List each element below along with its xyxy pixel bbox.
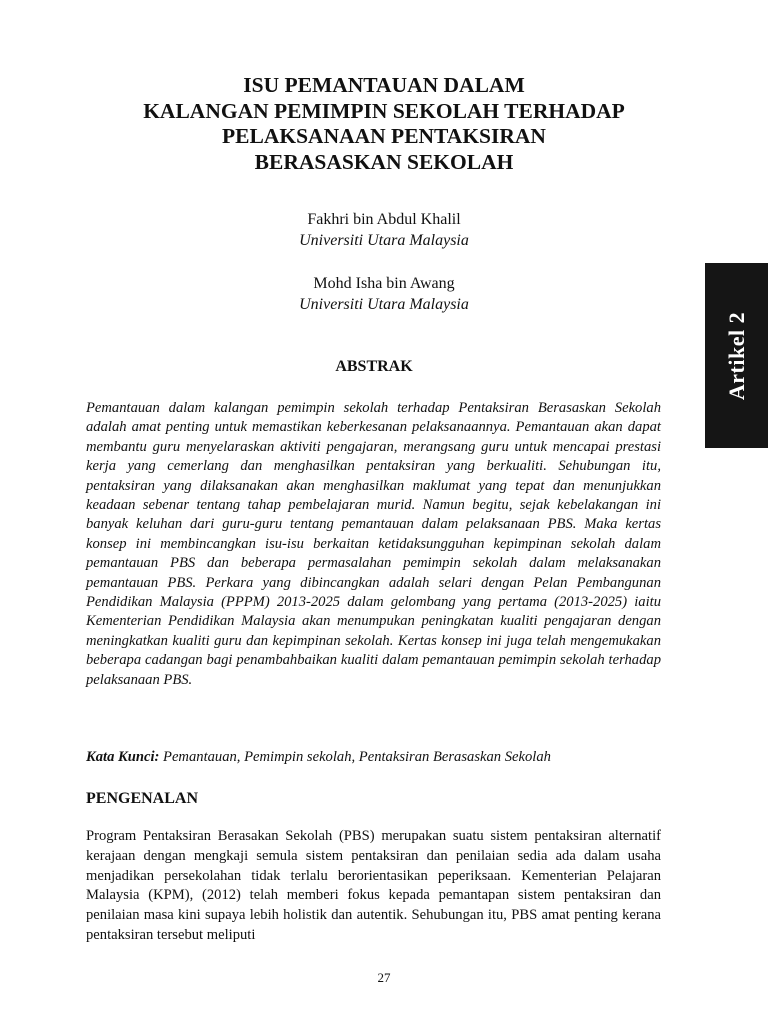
title-line: ISU PEMANTAUAN DALAM <box>243 73 525 97</box>
abstract-heading: ABSTRAK <box>335 358 413 375</box>
author-name: Fakhri bin Abdul Khalil <box>307 211 461 228</box>
article-tab-label: Artikel 2 <box>723 311 749 400</box>
author-block <box>60 273 708 315</box>
keywords <box>86 748 686 767</box>
author-affiliation: Universiti Utara Malaysia <box>299 296 469 313</box>
author-block <box>60 209 708 251</box>
introduction-heading: PENGENALAN <box>86 790 199 807</box>
title-line: BERASASKAN SEKOLAH <box>254 149 514 174</box>
title-line: PELAKSANAAN PENTAKSIRAN <box>222 124 546 148</box>
author-affiliation: Universiti Utara Malaysia <box>299 232 469 249</box>
keywords-text: Pemantauan, Pemimpin sekolah, Pentaksiran Berasaskan Sekolah <box>159 749 551 765</box>
keywords-label: Kata Kunci: <box>86 749 160 765</box>
article-side-tab <box>705 263 768 448</box>
author-name: Mohd Isha bin Awang <box>313 275 455 292</box>
page-number: 27 <box>377 970 391 985</box>
title-line: KALANGAN PEMIMPIN SEKOLAH TERHADAP <box>143 98 625 123</box>
abstract-text: Pemantauan dalam kalangan pemimpin sekolah terhadap Pentaksiran Berasaskan Sekolah adalah amat penting untuk memastikan keberkesanan pelaksanaannya. Pemantauan akan dapat membantu guru menyelaraskan aktiviti pengajaran, merangsang guru untuk mencapai prestasi kerja yang cemerlang dan menghasilkan pentaksiran yang berkualiti. Sehubungan itu, pentaksiran yang dilaksanakan akan menghasilkan maklumat yang tepat dan menunjukkan keadaan sebenar tentang tahap pembelajaran murid. Namun begitu, sejak kebelakangan ini banyak keluhan dari guru-guru tentang pemantauan dalam pelaksanaan PBS. Maka kertas konsep ini membincangkan isu-isu berkaitan ketidaksungguhan kepimpinan sekolah dalam pemantauan PBS dan beberapa permasalahan pemimpin sekolah dalam melaksanakan pemantauan PBS. Perkara yang dibincangkan adalah selari dengan Pelan Pembangunan Pendidikan Malaysia (PPPM) 2013-2025 dalam gelombang yang pertama (2013-2025) iaitu Kementerian Pendidikan Malaysia akan menumpukan peningkatan kualiti pengajaran dengan meningkatkan kualiti guru dan kepimpinan sekolah. Kertas konsep ini juga telah mengemukakan beberapa cadangan bagi penambahbaikan kualiti dalam pemantauan pemimpin sekolah terhadap pelaksanaan PBS. <box>86 400 661 688</box>
article-title <box>60 73 708 175</box>
introduction-text: Program Pentaksiran Berasakan Sekolah (PBS) merupakan suatu sistem pentaksiran alternatif kerajaan dengan mengkaji semula sistem pentaksiran dan penilaian sedia ada dalam usaha menjadikan persekolahan tidak terlalu berorientasikan peperiksaan. Kementerian Pelajaran Malaysia (KPM), (2012) telah memberi fokus kepada pemantapan sistem pentaksiran dan penilaian masa kini supaya lebih holistik dan autentik. Sehubungan itu, PBS amat penting kerana pentaksiran tersebut meliputi <box>86 828 661 943</box>
